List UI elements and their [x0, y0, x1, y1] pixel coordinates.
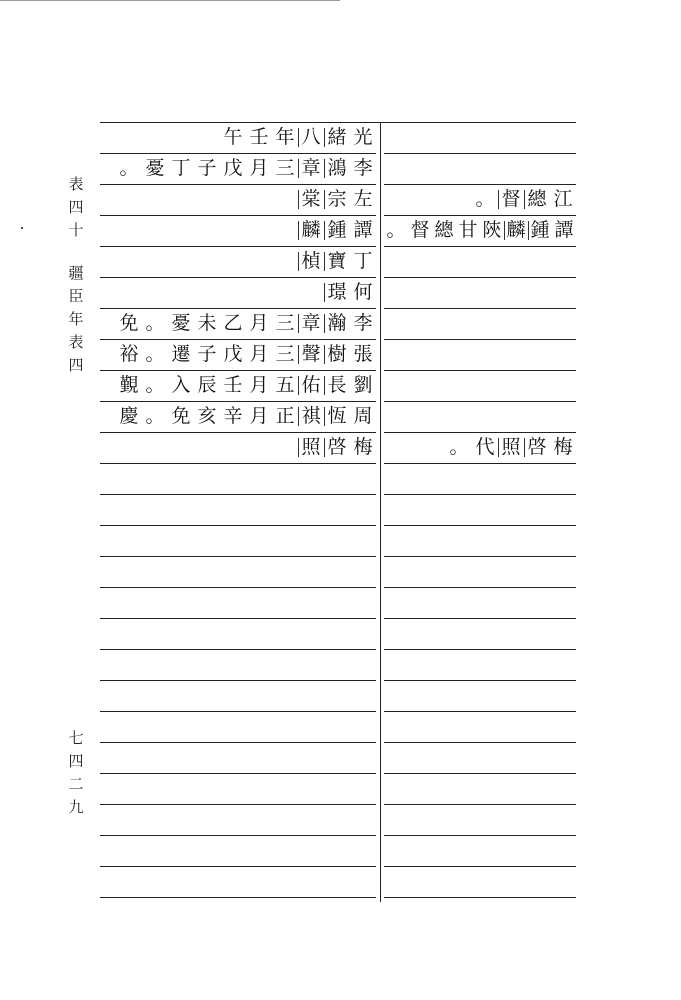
rule-right-11 [384, 494, 576, 495]
cell-left-3 [100, 215, 376, 246]
cell-left-0 [100, 122, 376, 153]
glyph: 梅 [553, 436, 573, 458]
glyph: 五 [275, 374, 295, 396]
glyph: 督 [410, 219, 430, 241]
glyph: 亥 [197, 405, 217, 427]
rule-left-13 [100, 556, 376, 557]
rule-right-14 [384, 587, 576, 588]
glyph: 棠 [298, 184, 324, 215]
cell-left-8 [100, 370, 376, 401]
glyph: 。 [386, 219, 406, 241]
glyph: 乙 [223, 312, 243, 334]
grid-column-divider [380, 122, 381, 902]
glyph: 劉 [353, 374, 373, 396]
glyph: 啓 [524, 432, 550, 463]
glyph: 陝 [482, 219, 502, 241]
rule-right-12 [384, 525, 576, 526]
glyph: 。 [119, 157, 139, 179]
glyph: 。 [449, 436, 469, 458]
glyph: 辛 [223, 405, 243, 427]
rule-right-4 [384, 277, 576, 278]
glyph: 月 [249, 312, 269, 334]
rule-left-21 [100, 804, 376, 805]
cell-left-9 [100, 401, 376, 432]
rule-right-17 [384, 680, 576, 681]
glyph: 免 [171, 405, 191, 427]
glyph: 戊 [223, 157, 243, 179]
cell-left-2 [100, 184, 376, 215]
rule-right-15 [384, 618, 576, 619]
glyph: 麟 [504, 215, 528, 246]
glyph: 丁 [353, 250, 373, 272]
rule-left-11 [100, 494, 376, 495]
glyph: 三 [275, 312, 295, 334]
glyph: 月 [249, 405, 269, 427]
glyph: 裕 [119, 343, 139, 365]
rule-left-20 [100, 773, 376, 774]
glyph: 恆 [324, 401, 350, 432]
rule-right-19 [384, 742, 576, 743]
glyph: 。 [145, 405, 165, 427]
rule-left-23 [100, 866, 376, 867]
glyph: 督 [498, 184, 524, 215]
glyph: 甘 [458, 219, 478, 241]
glyph: 祺 [298, 401, 324, 432]
glyph: 免 [119, 312, 139, 334]
rule-left-22 [100, 835, 376, 836]
cell-left-10 [100, 432, 376, 463]
rule-right-23 [384, 866, 576, 867]
rule-left-17 [100, 680, 376, 681]
glyph: 左 [353, 188, 373, 210]
glyph: 入 [171, 374, 191, 396]
glyph: 瀚 [324, 308, 350, 339]
glyph: 三 [275, 157, 295, 179]
glyph: 月 [249, 374, 269, 396]
glyph: 照 [498, 432, 524, 463]
glyph: 代 [475, 436, 495, 458]
glyph: 戊 [223, 343, 243, 365]
rule-right-7 [384, 370, 576, 371]
cell-left-1 [100, 153, 376, 184]
rule-left-10 [100, 463, 376, 464]
glyph: 慶 [119, 405, 139, 427]
cell-left-4 [100, 246, 376, 277]
glyph: 楨 [298, 246, 324, 277]
rule-right-6 [384, 339, 576, 340]
glyph: 李 [353, 157, 373, 179]
glyph: 子 [197, 343, 217, 365]
glyph: 佑 [298, 370, 324, 401]
cell-left-7 [100, 339, 376, 370]
glyph: 壬 [249, 126, 269, 148]
rule-right-0 [384, 153, 576, 154]
glyph: 遷 [171, 343, 191, 365]
rule-right-24 [384, 897, 576, 898]
glyph: 。 [145, 312, 165, 334]
glyph: 。 [145, 374, 165, 396]
glyph: 宗 [324, 184, 350, 215]
cell-left-5 [100, 277, 376, 308]
rule-left-14 [100, 587, 376, 588]
rule-right-20 [384, 773, 576, 774]
glyph: 憂 [171, 312, 191, 334]
glyph: 麟 [298, 215, 324, 246]
rule-left-12 [100, 525, 376, 526]
top-edge-line [0, 0, 340, 1]
cell-right-2 [384, 184, 576, 215]
glyph: 鍾 [324, 215, 350, 246]
rule-right-21 [384, 804, 576, 805]
rule-left-18 [100, 711, 376, 712]
cell-right-10 [384, 432, 576, 463]
glyph: 月 [249, 343, 269, 365]
margin-table-number: 表四十 [68, 175, 84, 239]
glyph: 年 [275, 126, 295, 148]
glyph: 周 [353, 405, 373, 427]
rule-right-22 [384, 835, 576, 836]
rule-right-18 [384, 711, 576, 712]
glyph: 子 [197, 157, 217, 179]
glyph: 午 [223, 126, 243, 148]
rule-right-3 [384, 246, 576, 247]
glyph: 辰 [197, 374, 217, 396]
glyph: 光 [353, 126, 373, 148]
rule-right-10 [384, 463, 576, 464]
rule-left-16 [100, 649, 376, 650]
glyph: 總 [434, 219, 454, 241]
glyph: 。 [145, 343, 165, 365]
glyph: 何 [353, 281, 373, 303]
glyph: 啓 [324, 432, 350, 463]
glyph: 樹 [324, 339, 350, 370]
glyph: 聲 [298, 339, 324, 370]
glyph: 璟 [324, 277, 350, 308]
glyph: 三 [275, 343, 295, 365]
margin-table-title: 疆臣年表四 [68, 264, 84, 374]
rule-left-19 [100, 742, 376, 743]
glyph: 丁 [171, 157, 191, 179]
glyph: 未 [197, 312, 217, 334]
glyph: 。 [475, 188, 495, 210]
glyph: 李 [353, 312, 373, 334]
glyph: 長 [324, 370, 350, 401]
glyph: 憂 [145, 157, 165, 179]
rule-left-24 [100, 897, 376, 898]
glyph: 寶 [324, 246, 350, 277]
rule-right-5 [384, 308, 576, 309]
glyph: 章 [298, 308, 324, 339]
page-number: 七四二九 [68, 729, 84, 816]
rule-right-13 [384, 556, 576, 557]
glyph: 梅 [353, 436, 373, 458]
glyph: 月 [249, 157, 269, 179]
glyph: 鴻 [324, 153, 350, 184]
glyph: 緒 [324, 122, 350, 153]
scan-speck [21, 227, 23, 229]
glyph: 總 [524, 184, 550, 215]
glyph: 八 [298, 122, 324, 153]
glyph: 張 [353, 343, 373, 365]
rule-right-8 [384, 401, 576, 402]
glyph: 鍾 [528, 215, 552, 246]
glyph: 正 [275, 405, 295, 427]
rule-right-16 [384, 649, 576, 650]
glyph: 譚 [353, 219, 373, 241]
cell-right-3 [384, 215, 576, 246]
glyph: 覲 [119, 374, 139, 396]
rule-left-15 [100, 618, 376, 619]
glyph: 章 [298, 153, 324, 184]
glyph: 壬 [223, 374, 243, 396]
glyph: 照 [298, 432, 324, 463]
glyph: 江 [553, 188, 573, 210]
cell-left-6 [100, 308, 376, 339]
glyph: 譚 [554, 219, 574, 241]
